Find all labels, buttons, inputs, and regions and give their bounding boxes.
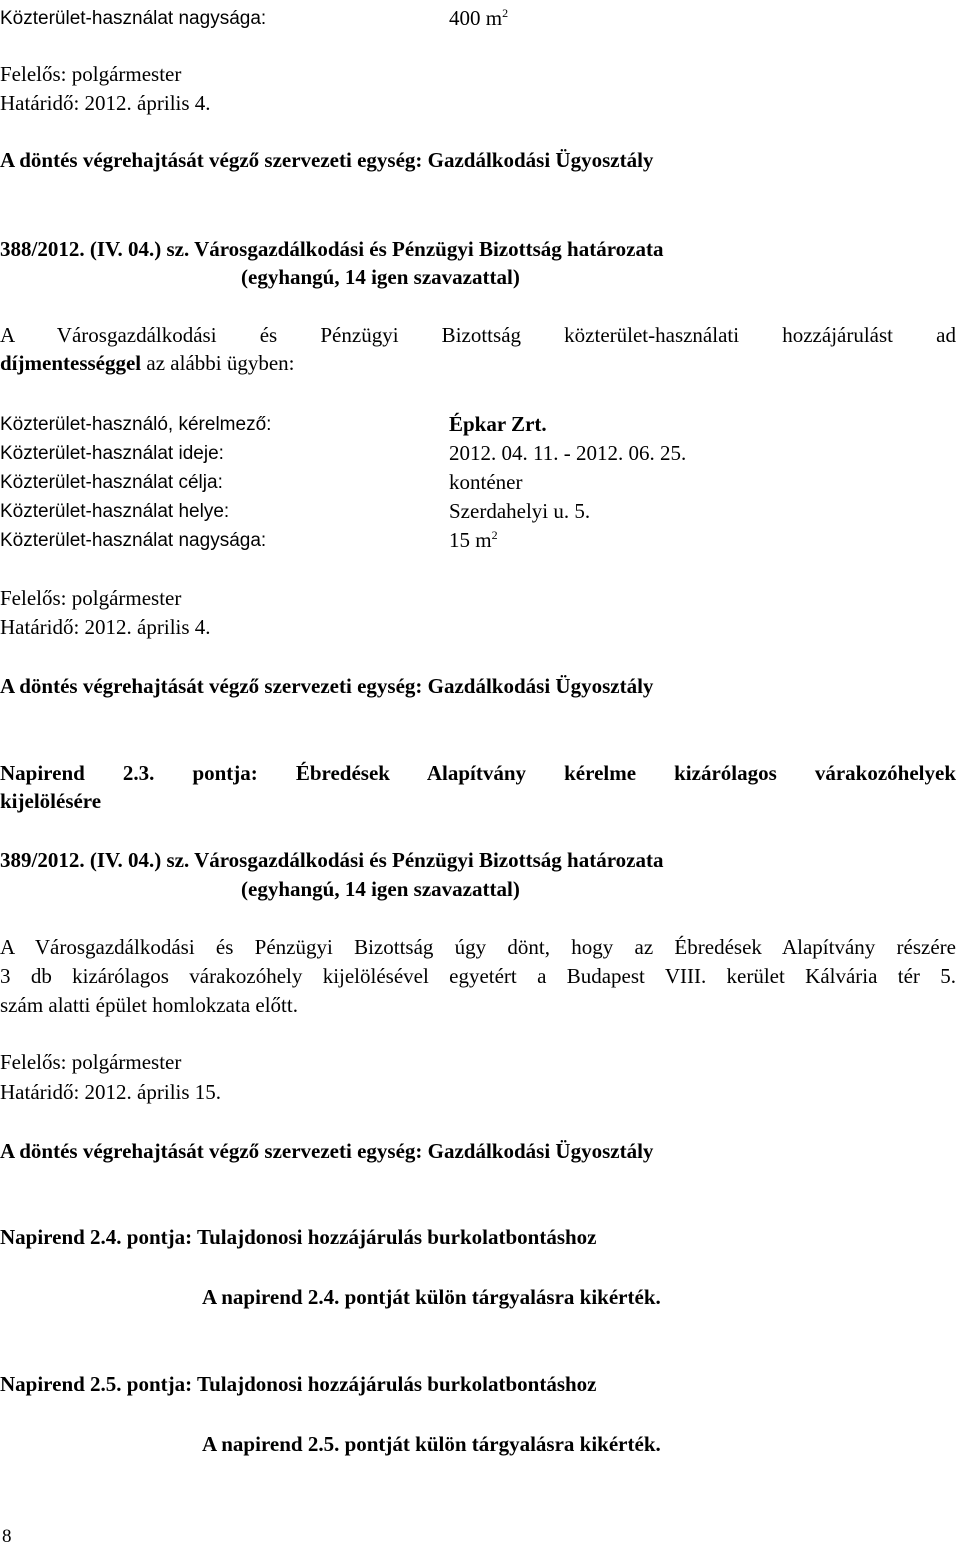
area-size-value: 400 $m^2$ xyxy=(449,6,509,30)
decision-body-line: 3 db kizárólagos várakozóhely kijelölésével egyetért a Budapest VIII. kerület Kálvária tér 5. xyxy=(0,964,956,988)
vote-line: (egyhangú, 14 igen szavazattal) xyxy=(241,265,520,289)
deadline-line: Határidő: 2012. április 15. xyxy=(0,1080,222,1104)
agenda-title-cont: kijelölésére xyxy=(0,789,102,813)
responsible-line: Felelős: polgármester xyxy=(0,62,182,86)
agenda-note: A napirend 2.4. pontját külön tárgyalásra kikérték. xyxy=(202,1285,661,1309)
decision-body-line: A Városgazdálkodási és Pénzügyi Bizottság úgy dönt, hogy az Ébredések Alapítvány részére xyxy=(0,935,956,959)
field-label: Közterület-használó, kérelmező: xyxy=(0,414,272,435)
vote-line: (egyhangú, 14 igen szavazattal) xyxy=(241,877,520,901)
executor-line: A döntés végrehajtását végző szervezeti egység: Gazdálkodási Ügyosztály xyxy=(0,1139,654,1163)
field-label: Közterület-használat ideje: xyxy=(0,443,224,464)
field-value: konténer xyxy=(449,470,523,494)
deadline-line: Határidő: 2012. április 4. xyxy=(0,91,211,115)
bold-term: díjmentességgel xyxy=(0,351,142,375)
field-label: Közterület-használat helye: xyxy=(0,501,230,522)
field-row xyxy=(0,497,960,526)
field-row xyxy=(0,468,960,497)
decision-body-line: szám alatti épület homlokzata előtt. xyxy=(0,993,298,1017)
field-row xyxy=(0,410,960,439)
field-label: Közterület-használat célja: xyxy=(0,472,223,493)
agenda-note: A napirend 2.5. pontját külön tárgyalásra kikérték. xyxy=(202,1432,661,1456)
executor-line: A döntés végrehajtását végző szervezeti egység: Gazdálkodási Ügyosztály xyxy=(0,674,654,698)
agenda-title: Napirend 2.3. pontja: Ébredések Alapítvány kérelme kizárólagos várakozóhelyek xyxy=(0,761,956,785)
deadline-line: Határidő: 2012. április 4. xyxy=(0,615,211,639)
decision-header: 388/2012. (IV. 04.) sz. Városgazdálkodási és Pénzügyi Bizottság határozata xyxy=(0,237,664,261)
agenda-title: Napirend 2.5. pontja: Tulajdonosi hozzájárulás burkolatbontáshoz xyxy=(0,1372,597,1396)
area-size-label: Közterület-használat nagysága: xyxy=(0,8,267,29)
responsible-line: Felelős: polgármester xyxy=(0,1050,182,1074)
decision-body-line: díjmentességgel az alábbi ügyben: xyxy=(0,351,295,375)
responsible-line: Felelős: polgármester xyxy=(0,586,182,610)
decision-header: 389/2012. (IV. 04.) sz. Városgazdálkodási és Pénzügyi Bizottság határozata xyxy=(0,848,664,872)
field-value: 15 $m^2$ xyxy=(449,528,498,552)
field-row xyxy=(0,439,960,468)
field-value: Szerdahelyi u. 5. xyxy=(449,499,591,523)
field-row xyxy=(0,526,960,555)
agenda-title: Napirend 2.4. pontja: Tulajdonosi hozzájárulás burkolatbontáshoz xyxy=(0,1225,597,1249)
decision-body-line: A Városgazdálkodási és Pénzügyi Bizottság közterület-használati hozzájárulást ad xyxy=(0,323,956,347)
executor-line: A döntés végrehajtását végző szervezeti egység: Gazdálkodási Ügyosztály xyxy=(0,148,654,172)
area-size-row xyxy=(0,4,960,33)
page-number: 8 xyxy=(2,1526,12,1547)
field-value: 2012. 04. 11. - 2012. 06. 25. xyxy=(449,441,687,465)
field-value: Épkar Zrt. xyxy=(449,412,547,436)
field-label: Közterület-használat nagysága: xyxy=(0,530,267,551)
